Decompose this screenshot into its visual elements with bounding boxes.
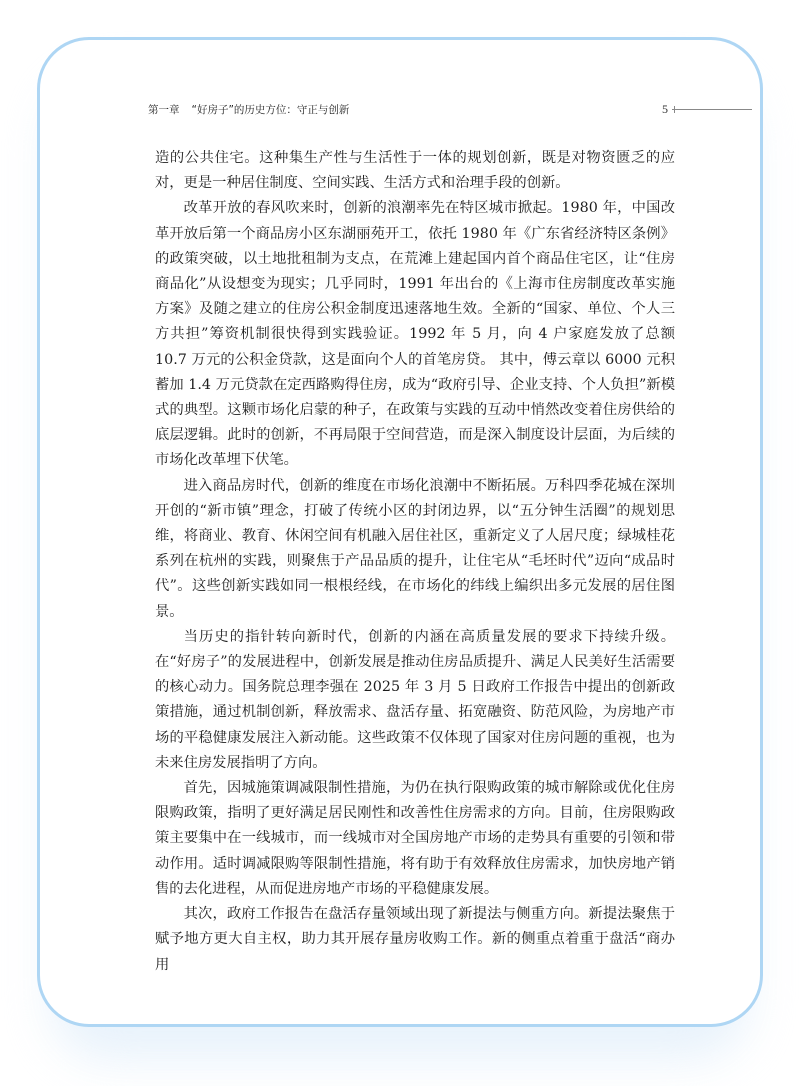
page-number: 5 [662, 101, 668, 116]
paragraph: 其次，政府工作报告在盘活存量领域出现了新提法与侧重方向。新提法聚焦于赋予地方更大自主权，助力其开展存量房收购工作。新的侧重点着重于盘活“商办用 [155, 906, 675, 973]
paragraph: 造的公共住宅。这种集生产性与生活性于一体的规划创新，既是对物资匮乏的应对，更是一种居住制度、空间实践、生活方式和治理手段的创新。 [155, 150, 675, 192]
chapter-heading [148, 102, 349, 117]
chapter-number: 第一章 [148, 103, 180, 116]
body-text [155, 146, 675, 978]
paragraph: 首先，因城施策调减限制性措施，为仍在执行限购政策的城市解除或优化住房限购政策，指明了更好满足居民刚性和改善性住房需求的方向。目前，住房限购政策主要集中在一线城市，而一线城市对全国房地产市场的走势具有重要的引领和带动作用。适时调减限购等限制性措施，将有助于有效释放住房需求，加快房地产销售的去化进程，从而促进房地产市场的平稳健康发展。 [155, 780, 675, 897]
running-header [148, 101, 752, 117]
paragraph: 进入商品房时代，创新的维度在市场化浪潮中不断拓展。万科四季花城在深圳开创的“新市镇”理念，打破了传统小区的封闭边界，以“五分钟生活圈”的规划思维，将商业、教育、休闲空间有机融入居住社区，重新定义了人居尺度；绿城桂花系列在杭州的实践，则聚焦于产品品质的提升，让住宅从“毛坯时代”迈向“成品时代”。这些创新实践如同一根根经线，在市场化的纬线上编织出多元发展的居住图景。 [155, 477, 675, 620]
paragraph: 当历史的指针转向新时代，创新的内涵在高质量发展的要求下持续升级。在“好房子”的发展进程中，创新发展是推动住房品质提升、满足人民美好生活需要的核心动力。国务院总理李强在 2025 年 3 月 5 日政府工作报告中提出的创新政策措施，通过机制创新，释放需求、盘活存量、拓宽融资、防范风险，为房地产市场的平稳健康发展注入新动能。这些政策不仅体现了国家对住房问题的重视，也为未来住房发展指明了方向。 [155, 628, 675, 771]
paragraph: 改革开放的春风吹来时，创新的浪潮率先在特区城市掀起。1980 年，中国改革开放后第一个商品房小区东湖丽苑开工，依托 1980 年《广东省经济特区条例》的政策突破，以土地批租制为支点，在荒滩上建起国内首个商品住宅区，让“住房商品化”从设想变为现实；几乎同时，1991 年出台的《上海市住房制度改革实施方案》及随之建立的住房公积金制度迅速落地生效。全新的“国家、单位、个人三方共担”筹资机制很快得到实践验证。1992 年 5 月，向 4 户家庭发放了总额 10.7 万元的公积金贷款，这是面向个人的首笔房贷。 其中，傅云章以 6000 元积蓄加 1.4 万元贷款在定西路购得住房，成为“政府引导、企业支持、个人负担”新模式的典型。这颗市场化启蒙的种子，在政策与实践的互动中悄然改变着住房供给的底层逻辑。此时的创新，不再局限于空间营造，而是深入制度设计层面，为后续的市场化改革埋下伏笔。 [155, 200, 675, 469]
chapter-title: “好房子”的历史方位：守正与创新 [191, 103, 350, 116]
page-number-rule [672, 109, 752, 110]
